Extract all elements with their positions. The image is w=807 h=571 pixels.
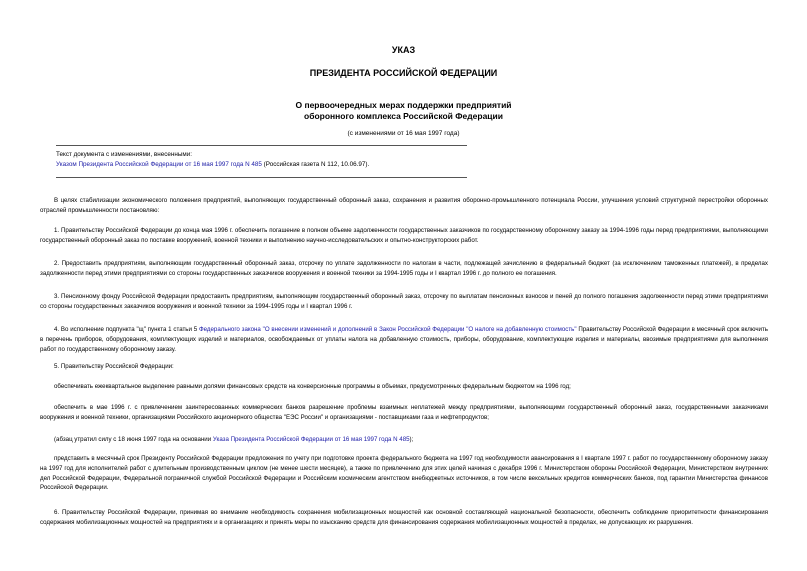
- heading-line-2: оборонного комплекса Российской Федерации: [304, 111, 503, 121]
- amending-decree-link[interactable]: Указом Президента Российской Федерации от 16 мая 1997 года N 485: [56, 161, 262, 168]
- amendments-source: [56, 160, 476, 169]
- clause-5-item-1: обеспечивать ежеквартальное выделение равными долями финансовых средств на конверсионные программы в объемах, предусмотренных федеральным бюджетом на 1996 год;: [54, 383, 571, 390]
- divider-top: [56, 145, 467, 146]
- clause-1: 1. Правительству Российской Федерации до конца мая 1996 г. обеспечить погашение в полном объеме задолженности государственных заказчиков по государственному оборонному заказу за 1994-1996 годы перед предприятиями, выполняющими государственный оборонный заказ по поставке вооружений, военной техники и выполнению научно-исследовательских и опытно-конструкторских работ.: [40, 227, 768, 244]
- repealed-note-start: (абзац утратил силу с 18 июня 1997 года на основании: [54, 436, 213, 443]
- preamble-paragraph: В целях стабилизации экономического положения предприятий, выполняющих государственный оборонный заказ, сохранения и развития оборонно-промышленного потенциала России, улучшения условий структурной перестройки оборонных отраслей промышленности постановляю:: [40, 197, 768, 214]
- clause-6: 6. Правительству Российской Федерации, принимая во внимание необходимость сохранения мобилизационных мощностей как основной составляющей национальной безопасности, обеспечить соблюдение приоритетности финансирования содержания мобилизационных мощностей на предприятиях и в организациях и принять меры по изысканию средств для финансирования содержания мобилизационных мощностей в пределах, не допускающих их разрушения.: [40, 509, 768, 526]
- clause-2: 2. Предоставить предприятиям, выполняющим государственный оборонный заказ, отсрочку по уплате задолженности по налогам в части, подлежащей зачислению в федеральный бюджет (за исключением таможенных платежей), в пределах задолженности перед этими предприятиями со стороны государственных заказчиков вооружения и военной техники за 1994-1995 годы и I квартал 1996 г. до полного ее погашения.: [40, 260, 768, 277]
- clause-3: 3. Пенсионному фонду Российской Федерации предоставить предприятиям, выполняющим государственный оборонный заказ, отсрочку по выплатам пенсионных взносов и пеней до полного погашения задолженности перед этими предприятиями со стороны государственных заказчиков вооружения и военной техники за 1994-1995 годы и I квартал 1996 г.: [40, 293, 768, 310]
- heading-line-1: О первоочередных мерах поддержки предприятий: [295, 100, 512, 110]
- issuer-title: ПРЕЗИДЕНТА РОССИЙСКОЙ ФЕДЕРАЦИИ: [309, 68, 498, 78]
- repealed-note-end: );: [409, 436, 414, 443]
- amendment-date: (с изменениями от 16 мая 1997 года): [347, 130, 460, 137]
- clause-5-item-3: представить в месячный срок Президенту Российской Федерации предложения по учету при подготовке проекта федерального бюджета на 1997 год необходимости авансирования в I квартале 1997 г. работ по государственному оборонному заказу на 1997 год для исполнителей работ с длительным производственным циклом (не менее шести месяцев), а также по привлечению для этих целей начиная с декабря 1996 г. Министерством обороны Российской Федерации, Министерством внутренних дел Российской Федерации, Федеральной пограничной службой Российской Федерации и Российским космическим агентством внебюджетных источников, в том числе вексельных кредитов коммерческих банков, под гарантии Министерства финансов Российской Федерации.: [40, 455, 768, 492]
- clause-4-rest: Правительству Российской Федерации в месячный срок включить в перечень приборов, оборудования, комплектующих изделий и материалов, освобождаемых от уплаты налога на добавленную стоимость, приборы, оборудование, комплектующие изделия и материалы, ввозимые предприятиями для выполнения работ по государственному оборонному заказу.: [40, 326, 769, 353]
- clause-4: [40, 325, 768, 354]
- clause-5-item-2: обеспечить в мае 1996 г. с привлечением заинтересованных коммерческих банков разрешение проблемы взаимных неплатежей между предприятиями, выполняющими государственный оборонный заказ, государственными заказчиками вооружения и военной техники, организациями Российского акционерного общества "ЕЭС России" и организациями - поставщиками газа и нефтепродуктов;: [40, 404, 768, 421]
- divider-bottom: [56, 177, 467, 178]
- document-type-title: УКАЗ: [391, 45, 416, 55]
- clause-5-heading: 5. Правительству Российской Федерации:: [54, 363, 174, 370]
- federal-law-link[interactable]: Федерального закона "О внесении изменений и дополнений в Закон Российской Федерации "О налоге на добавленную стоимость": [198, 326, 577, 333]
- clause-4-start: 4. Во исполнение подпункта "щ" пункта 1 статьи 5: [54, 326, 199, 333]
- amendments-intro: Текст документа с изменениями, внесенными:: [56, 151, 192, 158]
- clause-5-item-repealed: [40, 435, 768, 445]
- repeal-decree-link[interactable]: Указа Президента Российской Федерации от 16 мая 1997 года N 485: [212, 436, 410, 443]
- amendments-source-tail: (Российская газета N 112, 10.06.97).: [261, 161, 370, 168]
- document-heading: [0, 100, 807, 122]
